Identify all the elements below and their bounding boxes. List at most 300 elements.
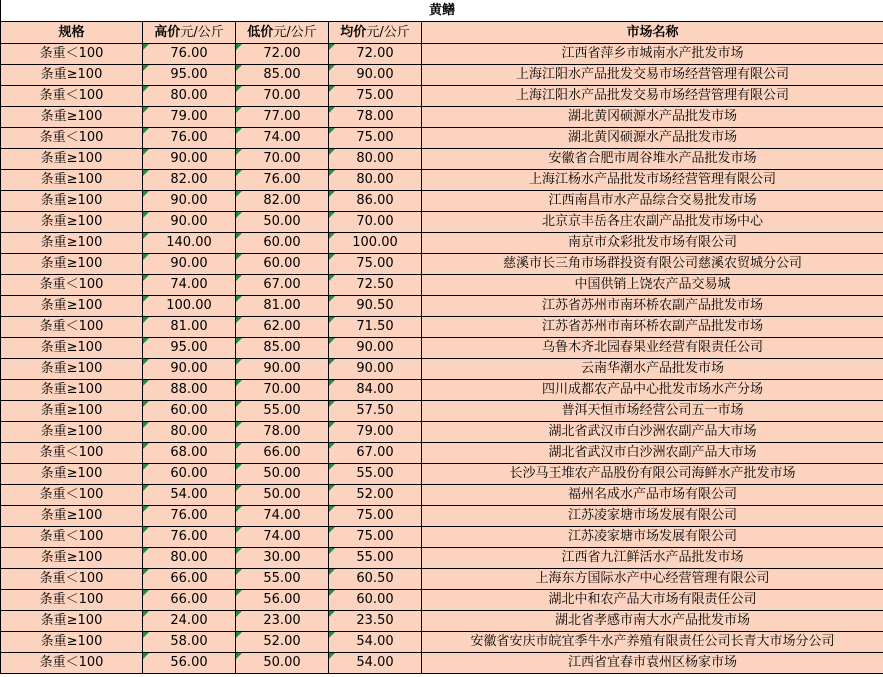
- cell-market-value: 江西省宜春市袁州区杨家市场: [568, 655, 738, 670]
- cell-avg-price[interactable]: [329, 464, 422, 485]
- cell-high-price[interactable]: [143, 485, 236, 506]
- cell-low-price[interactable]: [236, 653, 329, 674]
- cell-market-value: 福州名成水产品市场有限公司: [568, 487, 738, 502]
- cell-avg-price[interactable]: [329, 212, 422, 233]
- cell-low-price-value: 30.00: [263, 550, 301, 565]
- table-row: [1, 422, 883, 443]
- cell-high-price-value: 140.00: [166, 235, 212, 250]
- cell-avg-price[interactable]: [329, 443, 422, 464]
- cell-spec[interactable]: [1, 317, 143, 338]
- cell-low-price[interactable]: [236, 569, 329, 590]
- header-avg-label: 均价: [340, 25, 367, 40]
- number-as-text-flag-icon: [143, 212, 149, 218]
- cell-low-price[interactable]: [236, 380, 329, 401]
- table-row: [1, 632, 883, 653]
- cell-high-price[interactable]: [143, 233, 236, 254]
- cell-spec[interactable]: [1, 275, 143, 296]
- number-as-text-flag-icon: [236, 44, 242, 50]
- cell-high-price[interactable]: [143, 590, 236, 611]
- number-as-text-flag-icon: [236, 296, 242, 302]
- number-as-text-flag-icon: [236, 149, 242, 155]
- cell-low-price[interactable]: [236, 548, 329, 569]
- cell-market-value: 慈溪市长三角市场群投资有限公司慈溪农贸城分公司: [503, 256, 803, 271]
- cell-high-price[interactable]: [143, 275, 236, 296]
- cell-market[interactable]: [422, 275, 883, 296]
- cell-spec[interactable]: [1, 170, 143, 191]
- cell-market[interactable]: [422, 506, 883, 527]
- cell-market[interactable]: [422, 443, 883, 464]
- cell-high-price[interactable]: [143, 86, 236, 107]
- cell-avg-price-value: 60.50: [356, 571, 394, 586]
- cell-market[interactable]: [422, 254, 883, 275]
- cell-market[interactable]: [422, 590, 883, 611]
- cell-spec-value: 条重＜100: [39, 319, 104, 334]
- cell-low-price-value: 90.00: [263, 361, 301, 376]
- cell-high-price[interactable]: [143, 107, 236, 128]
- cell-high-price[interactable]: [143, 422, 236, 443]
- cell-high-price-value: 88.00: [170, 382, 208, 397]
- cell-market[interactable]: [422, 611, 883, 632]
- cell-spec[interactable]: [1, 359, 143, 380]
- number-as-text-flag-icon: [236, 65, 242, 71]
- cell-low-price[interactable]: [236, 422, 329, 443]
- table-row: [1, 254, 883, 275]
- cell-high-price[interactable]: [143, 401, 236, 422]
- cell-spec-value: 条重＜100: [39, 487, 104, 502]
- cell-low-price-value: 60.00: [263, 235, 301, 250]
- table-row: [1, 611, 883, 632]
- cell-low-price-value: 74.00: [263, 130, 301, 145]
- cell-spec[interactable]: [1, 149, 143, 170]
- cell-spec[interactable]: [1, 653, 143, 674]
- number-as-text-flag-icon: [236, 254, 242, 260]
- number-as-text-flag-icon: [143, 380, 149, 386]
- cell-high-price[interactable]: [143, 191, 236, 212]
- cell-spec-value: 条重≥100: [40, 466, 103, 481]
- cell-spec-value: 条重＜100: [39, 571, 104, 586]
- table-title[interactable]: 黄鳝: [1, 0, 883, 22]
- header-spec[interactable]: 规格: [1, 22, 143, 44]
- cell-avg-price-value: 52.00: [356, 487, 394, 502]
- cell-spec-value: 条重＜100: [39, 592, 104, 607]
- cell-low-price-value: 23.00: [263, 613, 301, 628]
- cell-low-price[interactable]: [236, 632, 329, 653]
- table-row: [1, 170, 883, 191]
- cell-avg-price[interactable]: [329, 380, 422, 401]
- number-as-text-flag-icon: [143, 611, 149, 617]
- table-row: [1, 128, 883, 149]
- cell-market[interactable]: [422, 359, 883, 380]
- cell-market[interactable]: [422, 44, 883, 65]
- cell-avg-price-value: 54.00: [356, 634, 394, 649]
- cell-avg-price[interactable]: [329, 149, 422, 170]
- cell-high-price-value: 68.00: [170, 445, 208, 460]
- number-as-text-flag-icon: [236, 317, 242, 323]
- cell-low-price[interactable]: [236, 485, 329, 506]
- number-as-text-flag-icon: [329, 569, 335, 575]
- cell-high-price[interactable]: [143, 464, 236, 485]
- cell-low-price-value: 62.00: [263, 319, 301, 334]
- cell-spec[interactable]: [1, 632, 143, 653]
- cell-market[interactable]: [422, 149, 883, 170]
- cell-spec[interactable]: [1, 422, 143, 443]
- cell-avg-price[interactable]: [329, 422, 422, 443]
- cell-low-price[interactable]: [236, 107, 329, 128]
- table-body: [1, 44, 883, 674]
- number-as-text-flag-icon: [143, 548, 149, 554]
- cell-high-price[interactable]: [143, 296, 236, 317]
- cell-high-price-value: 80.00: [170, 550, 208, 565]
- cell-avg-price[interactable]: [329, 65, 422, 86]
- cell-high-price-value: 79.00: [170, 109, 208, 124]
- cell-low-price-value: 50.00: [263, 487, 301, 502]
- cell-spec[interactable]: [1, 338, 143, 359]
- cell-low-price-value: 81.00: [263, 298, 301, 313]
- cell-spec-value: 条重＜100: [39, 529, 104, 544]
- number-as-text-flag-icon: [143, 632, 149, 638]
- cell-market[interactable]: [422, 401, 883, 422]
- number-as-text-flag-icon: [143, 527, 149, 533]
- cell-spec-value: 条重≥100: [40, 613, 103, 628]
- number-as-text-flag-icon: [329, 317, 335, 323]
- cell-spec-value: 条重≥100: [40, 424, 103, 439]
- number-as-text-flag-icon: [329, 212, 335, 218]
- cell-avg-price-value: 75.00: [356, 508, 394, 523]
- cell-spec-value: 条重≥100: [40, 550, 103, 565]
- cell-low-price[interactable]: [236, 464, 329, 485]
- cell-high-price[interactable]: [143, 611, 236, 632]
- cell-low-price[interactable]: [236, 44, 329, 65]
- cell-avg-price[interactable]: [329, 44, 422, 65]
- number-as-text-flag-icon: [329, 107, 335, 113]
- cell-market[interactable]: [422, 653, 883, 674]
- number-as-text-flag-icon: [236, 401, 242, 407]
- cell-low-price[interactable]: [236, 170, 329, 191]
- cell-high-price-value: 95.00: [170, 340, 208, 355]
- cell-market[interactable]: [422, 380, 883, 401]
- number-as-text-flag-icon: [236, 464, 242, 470]
- number-as-text-flag-icon: [329, 65, 335, 71]
- cell-low-price[interactable]: [236, 149, 329, 170]
- cell-high-price[interactable]: [143, 506, 236, 527]
- cell-high-price-value: 80.00: [170, 424, 208, 439]
- cell-avg-price[interactable]: [329, 254, 422, 275]
- number-as-text-flag-icon: [143, 569, 149, 575]
- cell-low-price[interactable]: [236, 317, 329, 338]
- cell-spec[interactable]: [1, 212, 143, 233]
- cell-avg-price[interactable]: [329, 401, 422, 422]
- cell-market[interactable]: [422, 212, 883, 233]
- cell-avg-price[interactable]: [329, 275, 422, 296]
- cell-spec-value: 条重＜100: [39, 88, 104, 103]
- cell-market[interactable]: [422, 317, 883, 338]
- cell-avg-price[interactable]: [329, 506, 422, 527]
- cell-high-price[interactable]: [143, 653, 236, 674]
- table-row: [1, 317, 883, 338]
- cell-avg-price[interactable]: [329, 86, 422, 107]
- cell-avg-price[interactable]: [329, 191, 422, 212]
- header-low-price[interactable]: [236, 22, 329, 44]
- cell-high-price[interactable]: [143, 44, 236, 65]
- table-row: [1, 86, 883, 107]
- cell-low-price-value: 70.00: [263, 88, 301, 103]
- cell-high-price[interactable]: [143, 254, 236, 275]
- table-row: [1, 359, 883, 380]
- cell-avg-price[interactable]: [329, 296, 422, 317]
- number-as-text-flag-icon: [143, 485, 149, 491]
- cell-high-price-value: 76.00: [170, 46, 208, 61]
- cell-spec[interactable]: [1, 233, 143, 254]
- cell-low-price[interactable]: [236, 296, 329, 317]
- table-row: [1, 527, 883, 548]
- number-as-text-flag-icon: [329, 233, 335, 239]
- cell-high-price-value: 54.00: [170, 487, 208, 502]
- cell-spec[interactable]: [1, 506, 143, 527]
- cell-spec[interactable]: [1, 548, 143, 569]
- number-as-text-flag-icon: [143, 590, 149, 596]
- cell-avg-price[interactable]: [329, 317, 422, 338]
- cell-high-price[interactable]: [143, 128, 236, 149]
- cell-market[interactable]: [422, 569, 883, 590]
- cell-high-price[interactable]: [143, 632, 236, 653]
- cell-avg-price[interactable]: [329, 527, 422, 548]
- cell-high-price[interactable]: [143, 359, 236, 380]
- cell-low-price[interactable]: [236, 590, 329, 611]
- cell-low-price[interactable]: [236, 275, 329, 296]
- cell-low-price-value: 85.00: [263, 67, 301, 82]
- cell-spec[interactable]: [1, 296, 143, 317]
- number-as-text-flag-icon: [143, 128, 149, 134]
- cell-spec[interactable]: [1, 611, 143, 632]
- cell-high-price-value: 76.00: [170, 508, 208, 523]
- cell-spec[interactable]: [1, 380, 143, 401]
- cell-avg-price[interactable]: [329, 569, 422, 590]
- cell-market[interactable]: [422, 548, 883, 569]
- header-low-unit: 元/公斤: [273, 25, 317, 40]
- cell-low-price[interactable]: [236, 359, 329, 380]
- cell-avg-price[interactable]: [329, 338, 422, 359]
- cell-avg-price[interactable]: [329, 653, 422, 674]
- header-low-label: 低价: [247, 25, 274, 40]
- cell-avg-price[interactable]: [329, 107, 422, 128]
- cell-spec-value: 条重≥100: [40, 193, 103, 208]
- cell-spec[interactable]: [1, 464, 143, 485]
- cell-high-price[interactable]: [143, 569, 236, 590]
- cell-low-price-value: 74.00: [263, 529, 301, 544]
- table-row: [1, 44, 883, 65]
- number-as-text-flag-icon: [329, 296, 335, 302]
- cell-low-price[interactable]: [236, 254, 329, 275]
- cell-spec[interactable]: [1, 254, 143, 275]
- cell-market[interactable]: [422, 464, 883, 485]
- number-as-text-flag-icon: [329, 548, 335, 554]
- cell-market[interactable]: [422, 527, 883, 548]
- cell-high-price[interactable]: [143, 548, 236, 569]
- cell-low-price-value: 55.00: [263, 403, 301, 418]
- cell-low-price[interactable]: [236, 191, 329, 212]
- cell-avg-price-value: 100.00: [352, 235, 398, 250]
- cell-avg-price-value: 75.00: [356, 130, 394, 145]
- cell-high-price[interactable]: [143, 170, 236, 191]
- cell-market-value: 上海江杨水产品批发市场经营管理有限公司: [529, 172, 777, 187]
- cell-high-price-value: 24.00: [170, 613, 208, 628]
- cell-market-value: 湖北黄冈硕源水产品批发市场: [568, 109, 738, 124]
- cell-avg-price-value: 67.00: [356, 445, 394, 460]
- cell-avg-price[interactable]: [329, 128, 422, 149]
- cell-spec-value: 条重≥100: [40, 382, 103, 397]
- cell-market[interactable]: [422, 170, 883, 191]
- cell-spec[interactable]: [1, 107, 143, 128]
- number-as-text-flag-icon: [236, 548, 242, 554]
- cell-low-price-value: 60.00: [263, 256, 301, 271]
- cell-low-price-value: 82.00: [263, 193, 301, 208]
- cell-market[interactable]: [422, 191, 883, 212]
- cell-spec-value: 条重≥100: [40, 340, 103, 355]
- number-as-text-flag-icon: [143, 317, 149, 323]
- cell-spec[interactable]: [1, 590, 143, 611]
- cell-low-price[interactable]: [236, 128, 329, 149]
- cell-market[interactable]: [422, 86, 883, 107]
- cell-high-price-value: 80.00: [170, 88, 208, 103]
- cell-high-price[interactable]: [143, 527, 236, 548]
- cell-spec-value: 条重≥100: [40, 67, 103, 82]
- cell-avg-price[interactable]: [329, 590, 422, 611]
- cell-spec[interactable]: [1, 65, 143, 86]
- cell-market[interactable]: [422, 632, 883, 653]
- cell-low-price[interactable]: [236, 611, 329, 632]
- cell-avg-price-value: 90.00: [356, 67, 394, 82]
- cell-high-price[interactable]: [143, 338, 236, 359]
- number-as-text-flag-icon: [143, 506, 149, 512]
- number-as-text-flag-icon: [329, 632, 335, 638]
- number-as-text-flag-icon: [329, 401, 335, 407]
- cell-low-price[interactable]: [236, 338, 329, 359]
- cell-market[interactable]: [422, 107, 883, 128]
- cell-market[interactable]: [422, 485, 883, 506]
- cell-avg-price-value: 75.00: [356, 529, 394, 544]
- number-as-text-flag-icon: [236, 170, 242, 176]
- cell-market-value: 上海江阳水产品批发交易市场经营管理有限公司: [516, 67, 790, 82]
- cell-spec[interactable]: [1, 128, 143, 149]
- header-high-price[interactable]: [143, 22, 236, 44]
- cell-spec[interactable]: [1, 86, 143, 107]
- cell-spec[interactable]: [1, 191, 143, 212]
- cell-low-price[interactable]: [236, 443, 329, 464]
- number-as-text-flag-icon: [329, 170, 335, 176]
- cell-high-price-value: 81.00: [170, 319, 208, 334]
- cell-market[interactable]: [422, 338, 883, 359]
- cell-low-price[interactable]: [236, 527, 329, 548]
- cell-spec[interactable]: [1, 44, 143, 65]
- header-row: [1, 22, 883, 44]
- number-as-text-flag-icon: [236, 443, 242, 449]
- number-as-text-flag-icon: [236, 128, 242, 134]
- cell-avg-price[interactable]: [329, 170, 422, 191]
- cell-market-value: 乌鲁木齐北园春果业经营有限责任公司: [542, 340, 764, 355]
- cell-avg-price-value: 79.00: [356, 424, 394, 439]
- cell-avg-price[interactable]: [329, 233, 422, 254]
- cell-low-price[interactable]: [236, 401, 329, 422]
- table-row: [1, 401, 883, 422]
- cell-spec-value: 条重≥100: [40, 361, 103, 376]
- cell-low-price-value: 70.00: [263, 382, 301, 397]
- cell-high-price[interactable]: [143, 149, 236, 170]
- number-as-text-flag-icon: [329, 275, 335, 281]
- header-market[interactable]: 市场名称: [422, 22, 883, 44]
- cell-spec[interactable]: [1, 443, 143, 464]
- number-as-text-flag-icon: [329, 422, 335, 428]
- cell-market[interactable]: [422, 296, 883, 317]
- number-as-text-flag-icon: [329, 254, 335, 260]
- cell-market-value: 江西省萍乡市城南水产批发市场: [561, 46, 744, 61]
- table-row: [1, 296, 883, 317]
- number-as-text-flag-icon: [329, 128, 335, 134]
- cell-avg-price[interactable]: [329, 485, 422, 506]
- number-as-text-flag-icon: [236, 653, 242, 659]
- cell-high-price[interactable]: [143, 212, 236, 233]
- cell-market[interactable]: [422, 233, 883, 254]
- cell-spec-value: 条重≥100: [40, 256, 103, 271]
- cell-market-value: 北京京丰岳各庄农副产品批发市场中心: [542, 214, 764, 229]
- cell-market-value: 中国供销上饶农产品交易城: [574, 277, 731, 292]
- cell-avg-price[interactable]: [329, 548, 422, 569]
- cell-avg-price[interactable]: [329, 359, 422, 380]
- cell-avg-price-value: 86.00: [356, 193, 394, 208]
- cell-spec[interactable]: [1, 527, 143, 548]
- number-as-text-flag-icon: [329, 485, 335, 491]
- number-as-text-flag-icon: [236, 569, 242, 575]
- cell-market[interactable]: [422, 65, 883, 86]
- number-as-text-flag-icon: [236, 275, 242, 281]
- cell-high-price-value: 56.00: [170, 655, 208, 670]
- cell-market[interactable]: [422, 128, 883, 149]
- number-as-text-flag-icon: [236, 506, 242, 512]
- cell-market-value: 江苏凌家塘市场发展有限公司: [568, 529, 738, 544]
- cell-avg-price[interactable]: [329, 632, 422, 653]
- cell-low-price[interactable]: [236, 212, 329, 233]
- cell-low-price[interactable]: [236, 65, 329, 86]
- number-as-text-flag-icon: [329, 338, 335, 344]
- cell-avg-price-value: 80.00: [356, 172, 394, 187]
- cell-low-price-value: 70.00: [263, 151, 301, 166]
- number-as-text-flag-icon: [329, 149, 335, 155]
- number-as-text-flag-icon: [329, 590, 335, 596]
- cell-high-price[interactable]: [143, 380, 236, 401]
- cell-high-price[interactable]: [143, 443, 236, 464]
- cell-low-price-value: 50.00: [263, 214, 301, 229]
- table-row: [1, 590, 883, 611]
- cell-avg-price-value: 70.00: [356, 214, 394, 229]
- cell-low-price-value: 67.00: [263, 277, 301, 292]
- table-row: [1, 275, 883, 296]
- cell-avg-price[interactable]: [329, 611, 422, 632]
- cell-high-price[interactable]: [143, 317, 236, 338]
- cell-high-price[interactable]: [143, 65, 236, 86]
- cell-low-price[interactable]: [236, 506, 329, 527]
- cell-spec[interactable]: [1, 569, 143, 590]
- cell-low-price[interactable]: [236, 233, 329, 254]
- cell-market[interactable]: [422, 422, 883, 443]
- number-as-text-flag-icon: [143, 233, 149, 239]
- cell-low-price[interactable]: [236, 86, 329, 107]
- cell-high-price-value: 90.00: [170, 193, 208, 208]
- cell-avg-price-value: 78.00: [356, 109, 394, 124]
- cell-spec[interactable]: [1, 485, 143, 506]
- cell-spec[interactable]: [1, 401, 143, 422]
- header-avg-price[interactable]: [329, 22, 422, 44]
- cell-high-price-value: 66.00: [170, 571, 208, 586]
- cell-low-price-value: 56.00: [263, 592, 301, 607]
